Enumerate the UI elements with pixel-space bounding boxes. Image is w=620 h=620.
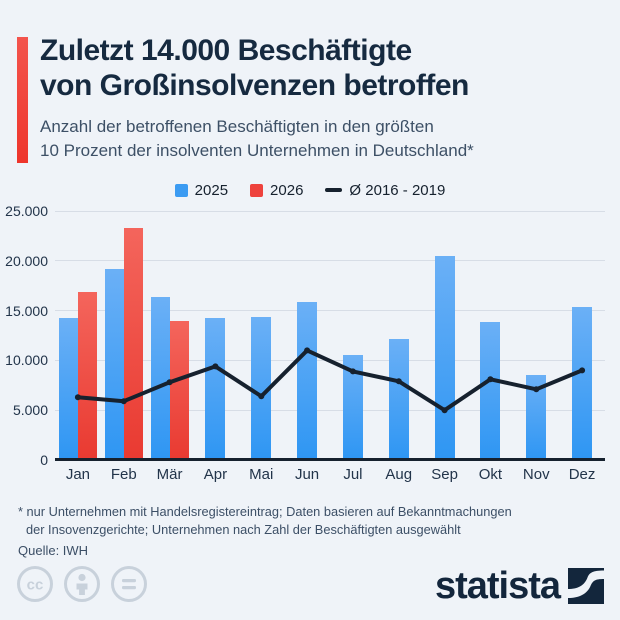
legend-item-2026: [250, 182, 303, 199]
statista-logo-text: statista: [434, 565, 560, 607]
y-tick-0: 0: [40, 452, 48, 468]
legend-swatch-2025: [175, 184, 188, 197]
attribution-icon[interactable]: [63, 565, 101, 603]
x-tick-Mär: Mär: [156, 466, 183, 483]
line-marker-Jun: [304, 347, 310, 353]
line-marker-Jan: [75, 394, 81, 400]
svg-text:cc: cc: [26, 576, 44, 594]
y-tick-10.000: 10.000: [5, 352, 48, 369]
x-tick-Dez: Dez: [568, 466, 596, 483]
average-line: [78, 350, 582, 410]
y-tick-5.000: 5.000: [12, 402, 48, 419]
statista-logo-mark-icon: [568, 568, 604, 604]
line-marker-Mai: [258, 393, 264, 399]
x-tick-Mai: Mai: [249, 466, 274, 483]
chart-legend: [0, 180, 620, 200]
line-marker-Nov: [533, 386, 539, 392]
y-axis-labels: [0, 203, 48, 468]
line-marker-Feb: [121, 398, 127, 404]
x-tick-Jan: Jan: [65, 466, 90, 483]
footnote: [18, 503, 512, 539]
legend-swatch-2026: [250, 184, 263, 197]
x-axis-labels: [55, 466, 605, 486]
page-subtitle: [40, 115, 474, 163]
statista-logo[interactable]: [435, 567, 604, 605]
subtitle-line-1: Anzahl der betroffenen Beschäftigten in den größten: [40, 117, 434, 136]
x-tick-Jun: Jun: [294, 466, 320, 483]
subtitle-line-2: 10 Prozent der insolventen Unternehmen in Deutschland*: [40, 141, 474, 160]
x-tick-Aug: Aug: [385, 466, 413, 483]
equals-icon[interactable]: [110, 565, 148, 603]
license-icons: [16, 565, 148, 603]
x-axis-line: [55, 458, 605, 461]
cc-icon[interactable]: [16, 565, 54, 603]
legend-dash-icon: [325, 188, 342, 192]
x-tick-Sep: Sep: [431, 466, 458, 483]
x-tick-Okt: Okt: [478, 466, 503, 483]
legend-label-2025: 2025: [194, 181, 229, 199]
y-tick-15.000: 15.000: [5, 302, 48, 319]
line-marker-Sep: [442, 407, 448, 413]
line-marker-Mär: [167, 379, 173, 385]
legend-item-average: [325, 182, 445, 199]
x-tick-Jul: Jul: [343, 466, 363, 483]
chart-plot-area: [55, 211, 605, 460]
legend-label-average: Ø 2016 - 2019: [349, 181, 446, 199]
line-marker-Apr: [212, 363, 218, 369]
legend-item-2025: [175, 182, 228, 199]
title-line-1: Zuletzt 14.000 Beschäftigte: [40, 34, 412, 67]
title-line-2: von Großinsolvenzen betroffen: [40, 69, 469, 102]
page-title: [40, 33, 469, 103]
line-marker-Okt: [487, 376, 493, 382]
x-tick-Nov: Nov: [522, 466, 550, 483]
footnote-line-2: der Insovenzgerichte; Unternehmen nach Zahl der Beschäftigten ausgewählt: [26, 522, 461, 537]
legend-label-2026: 2026: [270, 181, 304, 199]
y-tick-25.000: 25.000: [5, 203, 48, 219]
title-accent-bar: [17, 37, 28, 163]
source-label: Quelle: IWH: [18, 543, 89, 558]
footnote-line-1: * nur Unternehmen mit Handelsregistereintrag; Daten basieren auf Bekanntmachungen: [18, 504, 512, 519]
x-tick-Feb: Feb: [110, 466, 137, 483]
average-line-layer: [55, 211, 605, 460]
x-tick-Apr: Apr: [203, 466, 228, 483]
line-marker-Dez: [579, 367, 585, 373]
line-marker-Aug: [396, 378, 402, 384]
line-marker-Jul: [350, 368, 356, 374]
y-tick-20.000: 20.000: [5, 252, 48, 269]
